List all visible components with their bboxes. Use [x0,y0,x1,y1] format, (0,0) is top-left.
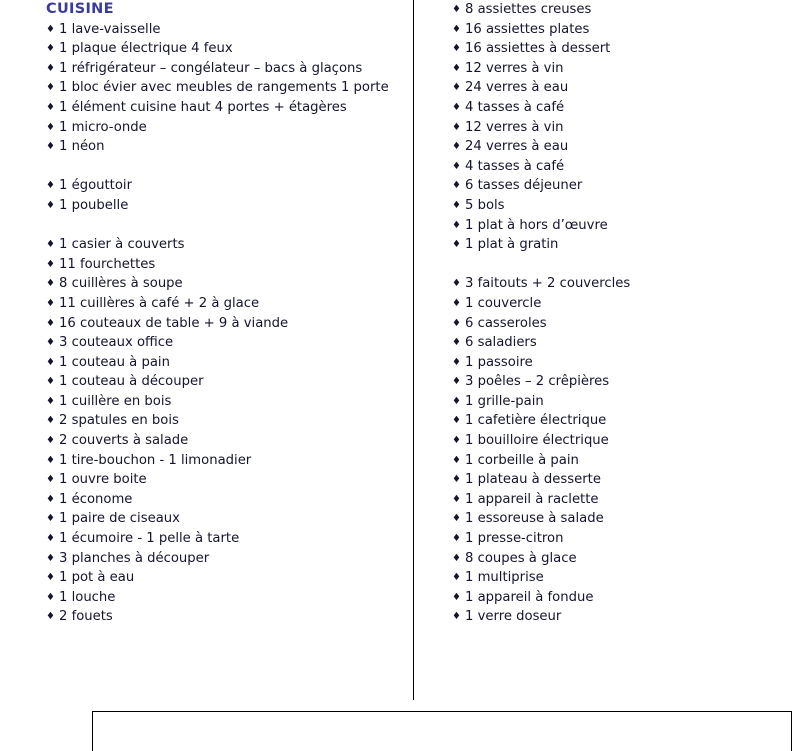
page-title: CUISINE [46,1,114,17]
list-item-label: 1 tire-bouchon - 1 limonadier [59,452,252,468]
list-item [452,39,792,59]
list-item [46,529,406,549]
list-item [452,274,792,294]
list-item-label: 1 plaque électrique 4 feux [59,41,233,57]
list-item-label: 1 appareil à fondue [465,589,594,605]
list-item [46,137,406,157]
list-item [46,20,406,40]
list-item-label: 4 tasses à café [465,158,565,174]
list-item [46,607,406,627]
list-item-label: 1 plateau à desserte [465,472,601,488]
list-spacer [46,157,406,177]
list-spacer [46,216,406,236]
list-item-label: 1 multiprise [465,570,544,586]
bullet-icon: ♦ [452,513,461,525]
list-item [452,568,792,588]
list-item-label: 3 poêles – 2 crêpières [465,374,610,390]
list-item-label: 2 couverts à salade [59,433,189,449]
list-item [46,353,406,373]
list-item-label: 1 cafetière électrique [465,413,607,429]
list-item [46,431,406,451]
left-column-list [46,20,406,627]
list-item [46,451,406,471]
bullet-icon: ♦ [46,415,55,427]
bullet-icon: ♦ [46,572,55,584]
column-divider [413,0,414,700]
list-item-label: 11 fourchettes [59,256,156,272]
bullet-icon: ♦ [452,435,461,447]
bullet-icon: ♦ [46,435,55,447]
bullet-icon: ♦ [46,533,55,545]
list-item-label: 2 spatules en bois [59,413,179,429]
list-item [452,392,792,412]
bullet-icon: ♦ [452,474,461,486]
bullet-icon: ♦ [452,62,461,74]
bullet-icon: ♦ [46,82,55,94]
list-item-label: 1 micro-onde [59,119,147,135]
list-item-label: 12 verres à vin [465,60,564,76]
list-item [46,333,406,353]
bullet-icon: ♦ [452,317,461,329]
list-item-label: 1 élément cuisine haut 4 portes + étagères [59,99,347,115]
bullet-icon: ♦ [46,513,55,525]
list-item [452,451,792,471]
bullet-icon: ♦ [452,141,461,153]
list-item [46,470,406,490]
bullet-icon: ♦ [452,297,461,309]
bullet-icon: ♦ [46,180,55,192]
list-item-label: 1 cuillère en bois [59,393,172,409]
list-item-label: 1 pot à eau [59,570,135,586]
bullet-icon: ♦ [452,160,461,172]
list-item-label: 1 paire de ciseaux [59,511,180,527]
list-item [452,235,792,255]
bullet-icon: ♦ [452,533,461,545]
list-item-label: 1 essoreuse à salade [465,511,604,527]
list-item [452,588,792,608]
list-item [452,509,792,529]
list-item-label: 24 verres à eau [465,80,569,96]
bullet-icon: ♦ [452,219,461,231]
bullet-icon: ♦ [452,278,461,290]
list-item-label: 1 passoire [465,354,533,370]
bullet-icon: ♦ [46,317,55,329]
list-item [46,118,406,138]
left-column [46,0,406,627]
right-column-list [452,0,792,627]
list-item [452,20,792,40]
bullet-icon: ♦ [46,591,55,603]
list-item-label: 3 faitouts + 2 couvercles [465,276,631,292]
bullet-icon: ♦ [452,101,461,113]
bullet-icon: ♦ [46,62,55,74]
list-item-label: 1 écumoire - 1 pelle à tarte [59,531,240,547]
list-item-label: 1 presse-citron [465,531,564,547]
list-item [452,59,792,79]
list-item [452,137,792,157]
bullet-icon: ♦ [46,43,55,55]
list-item [46,549,406,569]
bullet-icon: ♦ [452,376,461,388]
list-item-label: 6 tasses déjeuner [465,178,583,194]
bullet-icon: ♦ [46,141,55,153]
list-item [452,157,792,177]
list-item-label: 1 poubelle [59,197,129,213]
list-item-label: 6 saladiers [465,335,537,351]
bullet-icon: ♦ [452,356,461,368]
list-item-label: 8 assiettes creuses [465,2,592,17]
list-item-label: 1 couteau à pain [59,354,170,370]
list-item [46,372,406,392]
list-item-label: 2 fouets [59,609,113,625]
list-item [452,118,792,138]
list-item [46,392,406,412]
bullet-icon: ♦ [46,552,55,564]
list-item [46,490,406,510]
bullet-icon: ♦ [452,611,461,623]
list-item [452,353,792,373]
list-item-label: 4 tasses à café [465,99,565,115]
list-item [46,196,406,216]
list-item-label: 1 néon [59,139,105,155]
list-item-label: 1 plat à gratin [465,237,559,253]
list-item [46,588,406,608]
bullet-icon: ♦ [46,611,55,623]
list-item [46,568,406,588]
bullet-icon: ♦ [46,376,55,388]
bullet-icon: ♦ [452,4,461,15]
list-item [46,59,406,79]
bullet-icon: ♦ [46,474,55,486]
list-item [46,274,406,294]
bullet-icon: ♦ [452,395,461,407]
bullet-icon: ♦ [46,395,55,407]
list-item-label: 8 cuillères à soupe [59,276,183,292]
list-item-label: 1 appareil à raclette [465,491,599,507]
list-item [452,549,792,569]
list-item-label: 11 cuillères à café + 2 à glace [59,295,260,311]
list-item [452,314,792,334]
list-item [46,411,406,431]
list-item-label: 16 couteaux de table + 9 à viande [59,315,289,331]
bullet-icon: ♦ [46,356,55,368]
list-item [452,216,792,236]
list-item-label: 16 assiettes plates [465,21,590,37]
list-item-label: 1 corbeille à pain [465,452,579,468]
list-item-label: 8 coupes à glace [465,550,577,566]
bullet-icon: ♦ [452,454,461,466]
bullet-icon: ♦ [452,415,461,427]
list-item-label: 3 planches à découper [59,550,210,566]
list-spacer [452,255,792,275]
list-item-label: 1 casier à couverts [59,237,185,253]
list-item [452,196,792,216]
list-item [452,0,792,20]
bullet-icon: ♦ [452,337,461,349]
footer-box [92,711,792,751]
bullet-icon: ♦ [452,552,461,564]
list-item-label: 1 ouvre boite [59,472,147,488]
list-item-label: 1 égouttoir [59,178,132,194]
list-item [452,607,792,627]
list-item-label: 3 couteaux office [59,335,174,351]
right-column [452,0,792,627]
list-item [46,314,406,334]
list-item [452,490,792,510]
bullet-icon: ♦ [46,121,55,133]
list-item [46,78,406,98]
bullet-icon: ♦ [452,121,461,133]
list-item-label: 1 bouilloire électrique [465,433,609,449]
list-item [46,176,406,196]
list-item [452,98,792,118]
list-item [452,411,792,431]
bullet-icon: ♦ [46,258,55,270]
list-item [46,98,406,118]
bullet-icon: ♦ [46,199,55,211]
bullet-icon: ♦ [46,337,55,349]
list-item-label: 12 verres à vin [465,119,564,135]
bullet-icon: ♦ [46,493,55,505]
bullet-icon: ♦ [46,239,55,251]
list-item [452,294,792,314]
list-item [46,39,406,59]
list-item-label: 1 bloc évier avec meubles de rangements 1 porte [59,80,389,96]
bullet-icon: ♦ [452,180,461,192]
bullet-icon: ♦ [46,101,55,113]
list-item [452,333,792,353]
bullet-icon: ♦ [452,572,461,584]
bullet-icon: ♦ [452,493,461,505]
bullet-icon: ♦ [452,239,461,251]
list-item-label: 1 plat à hors d’œuvre [465,217,608,233]
list-item [452,176,792,196]
list-item-label: 1 couvercle [465,295,542,311]
list-item-label: 1 grille-pain [465,393,544,409]
bullet-icon: ♦ [452,23,461,35]
bullet-icon: ♦ [46,278,55,290]
bullet-icon: ♦ [452,591,461,603]
list-item-label: 6 casseroles [465,315,547,331]
list-item-label: 1 verre doseur [465,609,562,625]
list-item [452,470,792,490]
list-item [46,509,406,529]
list-item [452,529,792,549]
list-item [452,78,792,98]
list-item-label: 16 assiettes à dessert [465,41,611,57]
bullet-icon: ♦ [46,454,55,466]
list-item-label: 1 économe [59,491,133,507]
list-item-label: 1 couteau à découper [59,374,204,390]
list-item-label: 24 verres à eau [465,139,569,155]
list-item [46,255,406,275]
bullet-icon: ♦ [452,199,461,211]
list-item [452,372,792,392]
bullet-icon: ♦ [46,23,55,35]
list-item [46,294,406,314]
list-item-label: 1 lave-vaisselle [59,21,161,37]
list-item [452,431,792,451]
bullet-icon: ♦ [46,297,55,309]
list-item-label: 1 réfrigérateur – congélateur – bacs à glaçons [59,60,363,76]
bullet-icon: ♦ [452,43,461,55]
list-item-label: 5 bols [465,197,505,213]
bullet-icon: ♦ [452,82,461,94]
list-item [46,235,406,255]
list-item-label: 1 louche [59,589,116,605]
